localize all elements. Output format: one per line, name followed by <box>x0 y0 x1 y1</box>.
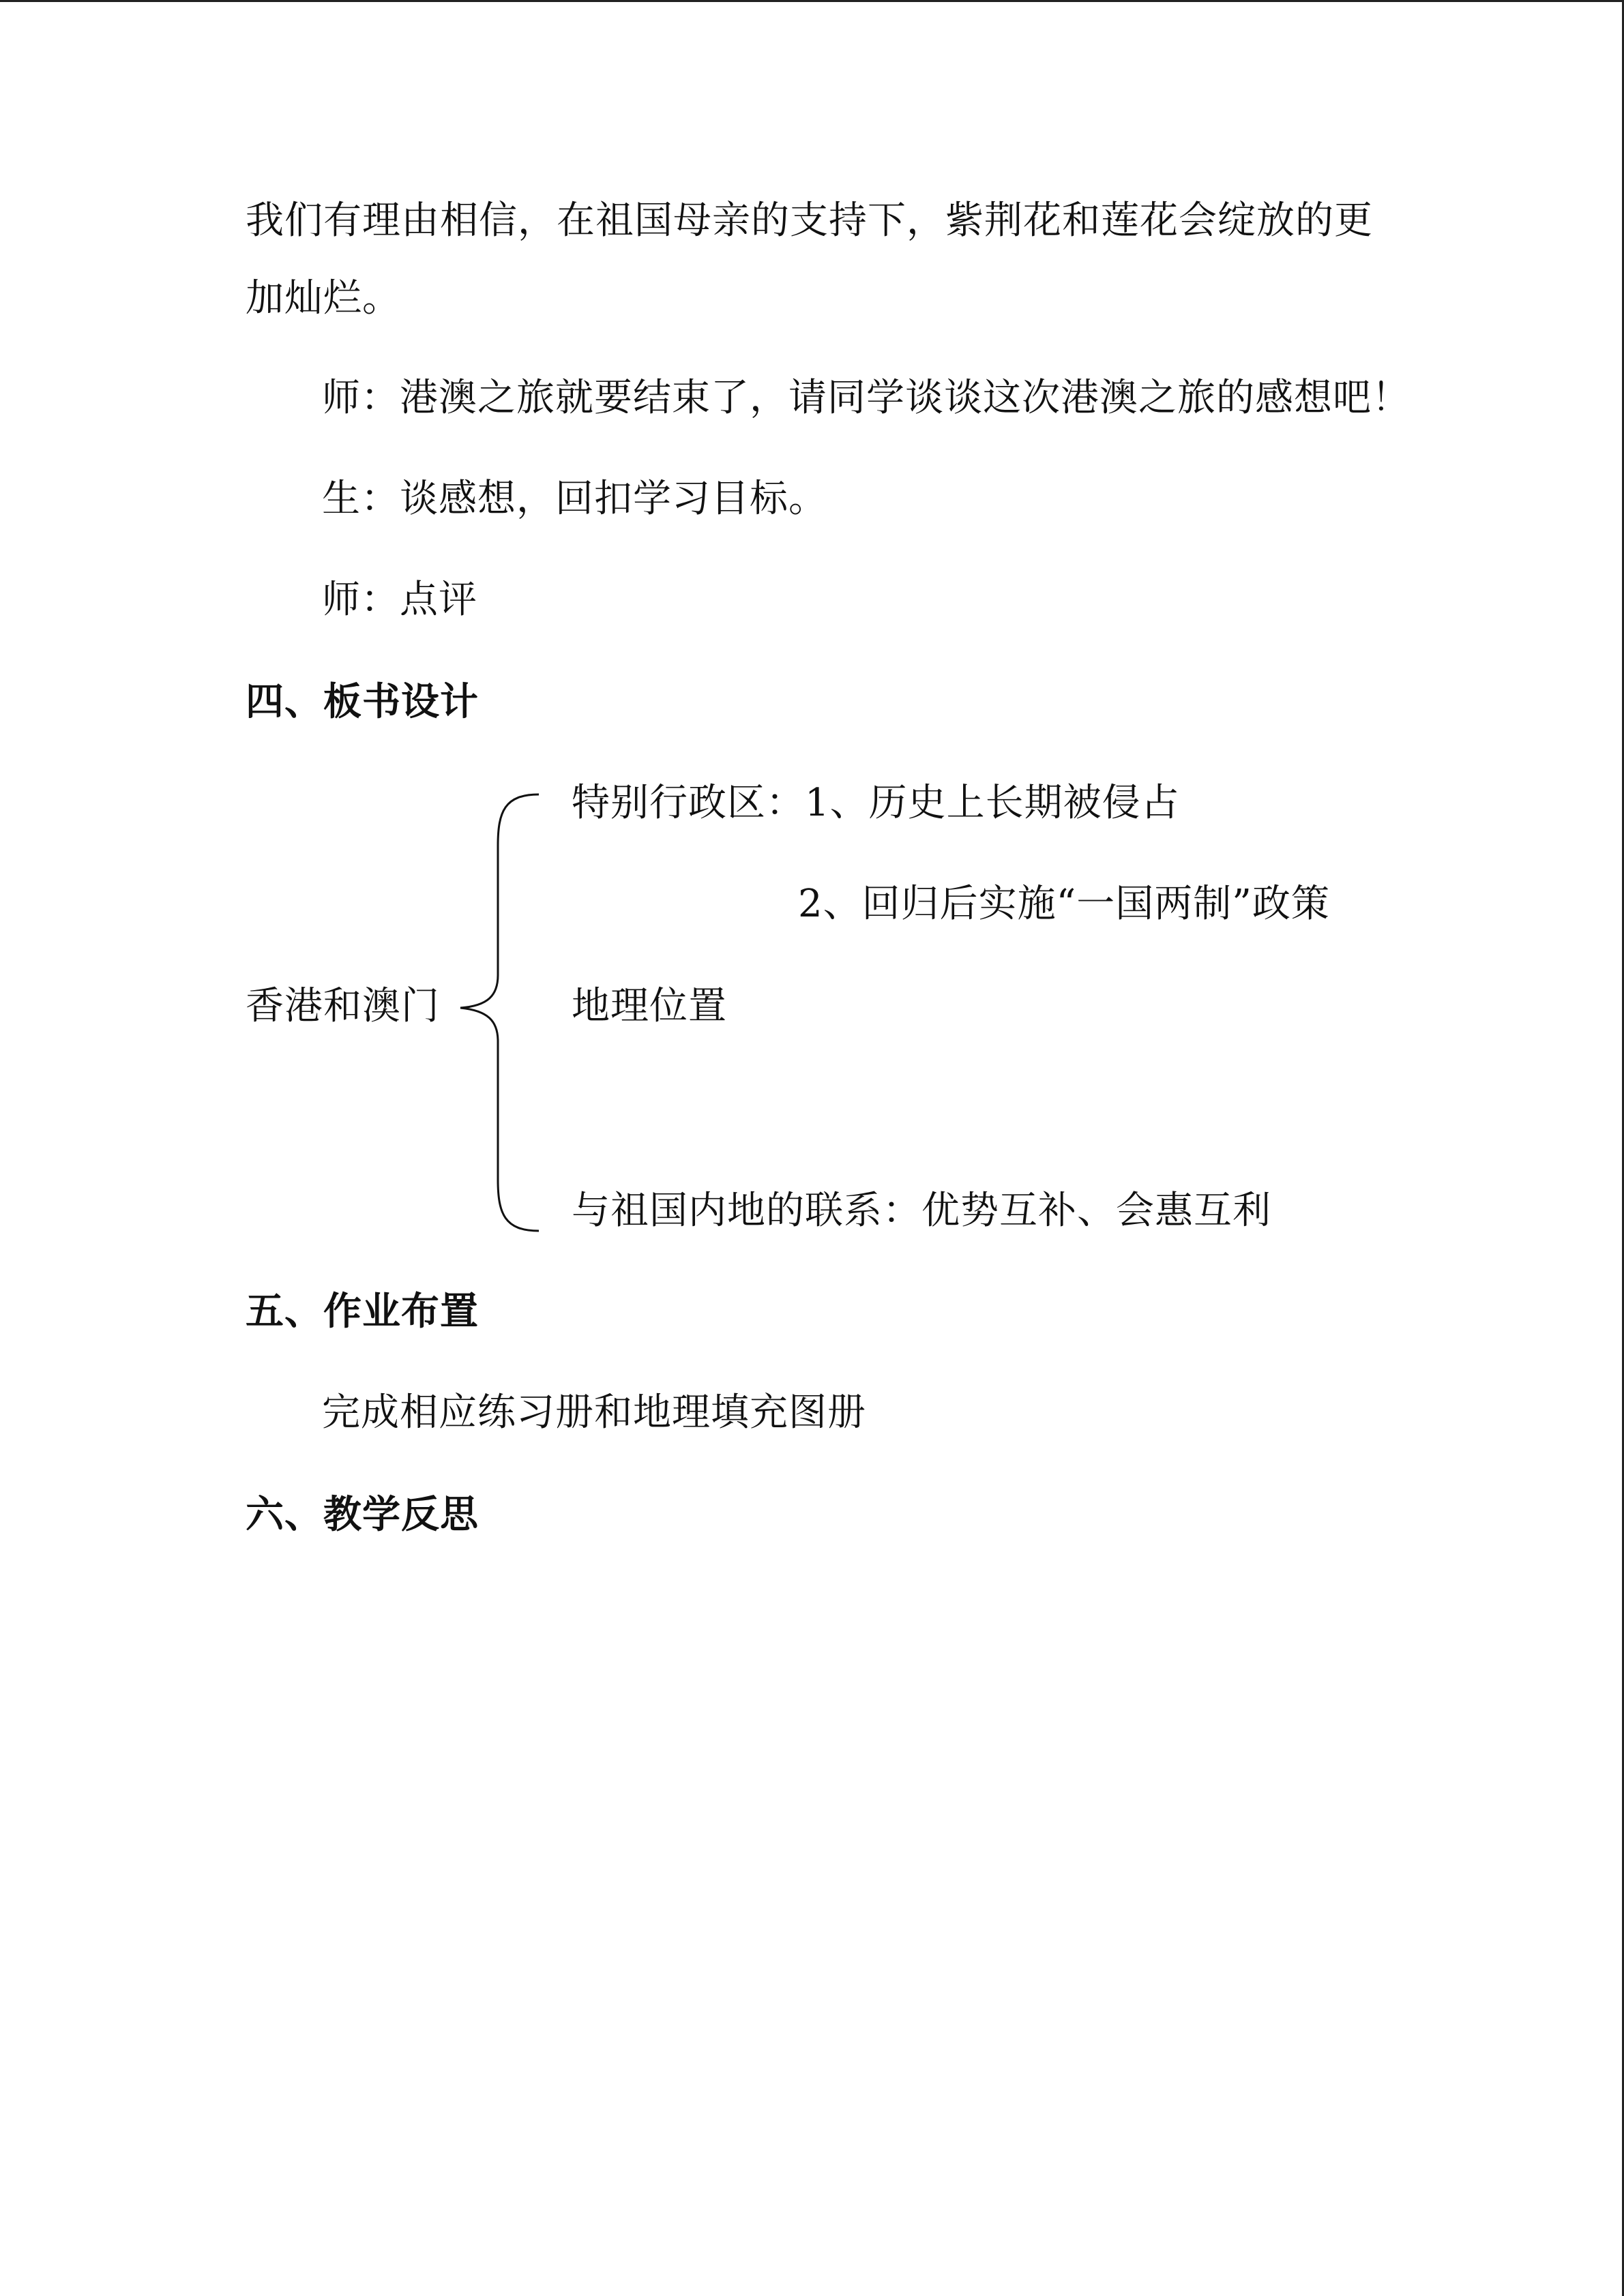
section-6-heading: 六、教学反思 <box>246 1493 479 1537</box>
dialogue-teacher-comment: 师：点评 <box>322 578 477 622</box>
board-brace <box>450 791 546 1234</box>
paragraph-line-2: 加灿烂。 <box>246 276 401 320</box>
homework-content: 完成相应练习册和地理填充图册 <box>322 1390 866 1435</box>
board-branch-one-country-two-systems: 2、回归后实施“一国两制”政策 <box>798 882 1330 926</box>
paragraph-line-1: 我们有理由相信，在祖国母亲的支持下，紫荆花和莲花会绽放的更 <box>246 198 1373 243</box>
section-5-heading: 五、作业布置 <box>246 1289 479 1334</box>
board-branch-special-region: 特别行政区：1、历史上长期被侵占 <box>572 781 1180 825</box>
page-top-border <box>0 0 1624 2</box>
dialogue-teacher-question: 师：港澳之旅就要结束了，请同学谈谈这次港澳之旅的感想吧！ <box>322 376 1411 420</box>
board-branch-mainland-relation: 与祖国内地的联系：优势互补、会惠互利 <box>572 1189 1271 1233</box>
dialogue-student-answer: 生：谈感想，回扣学习目标。 <box>322 477 827 521</box>
board-branch-location: 地理位置 <box>572 984 727 1028</box>
section-4-heading: 四、板书设计 <box>246 680 479 724</box>
board-root-hk-macao: 香港和澳门 <box>246 984 440 1028</box>
